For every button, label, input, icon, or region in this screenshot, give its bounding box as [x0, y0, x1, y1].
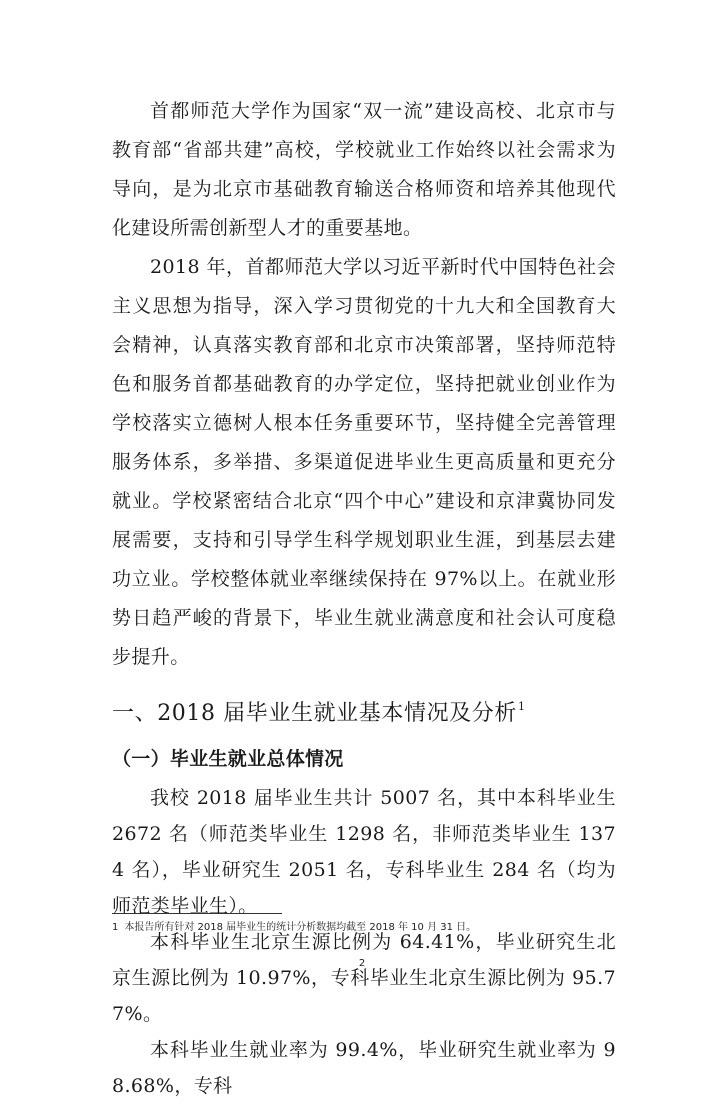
footnote-text: 本报告所有针对 2018 届毕业生的统计分析数据均截至 2018 年 10 月 31 日。 [124, 922, 477, 933]
intro-paragraph-1: 首都师范大学作为国家“双一流”建设高校、北京市与教育部“省部共建”高校，学校就业工作始终以社会需求为导向，是为北京市基础教育输送合格师资和培养其他现代化建设所需创新型人才的重要基地。 [112, 100, 616, 239]
section-heading-text: 一、2018 届毕业生就业基本情况及分析 [112, 701, 517, 726]
body-paragraph-1: 我校 2018 届毕业生共计 5007 名，其中本科毕业生 2672 名（师范类毕业生 1298 名，非师范类毕业生 1374 名），毕业研究生 2051 名，专科毕业生 284 名（均为师范类毕业生）。 [112, 787, 616, 917]
section-heading [112, 685, 616, 736]
footnote-number: 1 [112, 922, 119, 933]
footnote-marker[interactable]: 1 [517, 700, 526, 713]
footnote-divider [112, 913, 282, 914]
intro-paragraph-2: 2018 年，首都师范大学以习近平新时代中国特色社会主义思想为指导，深入学习贯彻党的十九大和全国教育大会精神，认真落实教育部和北京市决策部署，坚持师范特色和服务首都基础教育的办学定位，坚持把就业创业作为学校落实立德树人根本任务重要环节，坚持健全完善管理服务体系，多举措、多渠道促进毕业生更高质量和更充分就业。学校紧密结合北京“四个中心”建设和京津冀协同发展需要，支持和引导学生科学规划职业生涯，到基层去建功立业。学校整体就业率继续保持在 97%以上。在就业形势日趋严峻的背景下，毕业生就业满意度和社会认可度稳步提升。 [112, 256, 616, 668]
body-paragraph-3: 本科毕业生就业率为 99.4%，毕业研究生就业率为 98.68%，专科 [112, 1039, 616, 1097]
footnote [112, 921, 632, 935]
page-number: 2 [358, 958, 366, 969]
document-body [112, 92, 616, 1104]
subsection-heading: （一）毕业生就业总体情况 [112, 748, 344, 770]
body-paragraph-2: 本科毕业生北京生源比例为 64.41%，毕业研究生北京生源比例为 10.97%，专科毕业生北京生源比例为 95.77%。 [112, 931, 616, 1025]
